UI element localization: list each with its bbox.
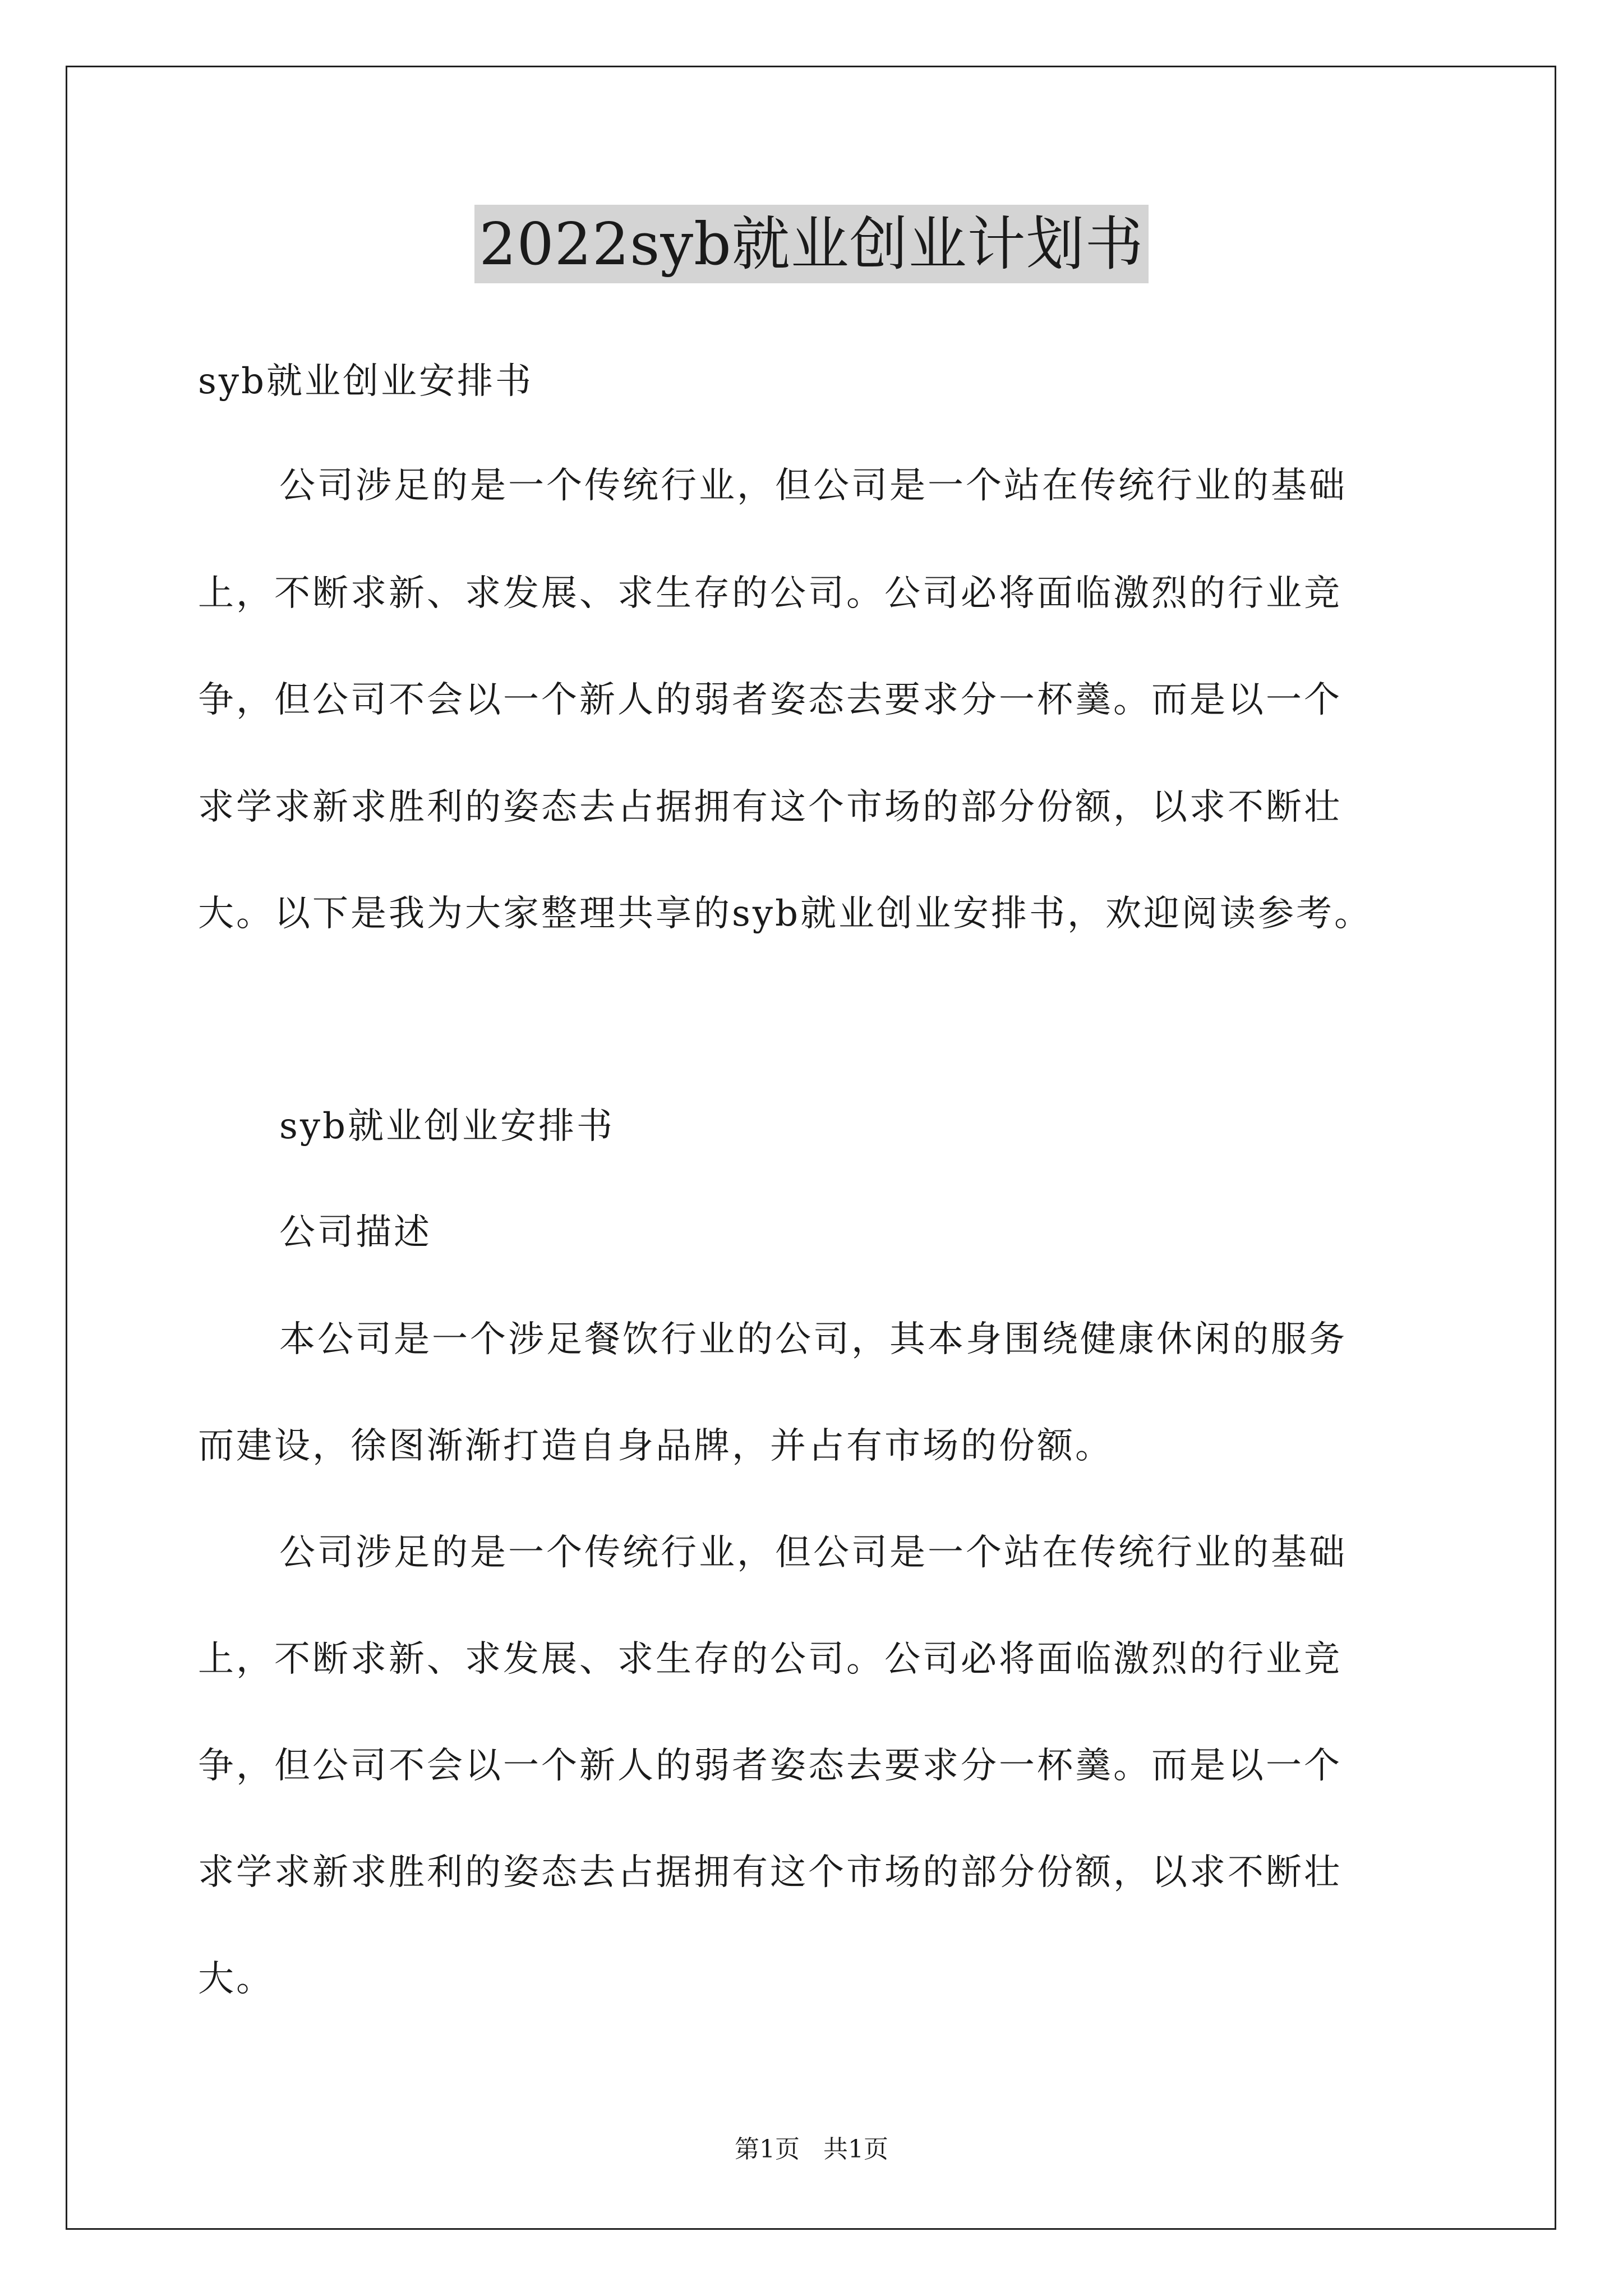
section-heading: syb就业创业安排书	[279, 1106, 615, 1147]
page-total: 共1页	[823, 2135, 888, 2164]
page-number: 第1页	[735, 2135, 800, 2164]
intro-line-4: 求学求新求胜利的姿态去占据拥有这个市场的部分份额，以求不断壮	[198, 786, 1342, 828]
intro-line-5: 大。以下是我为大家整理共享的syb就业创业安排书，欢迎阅读参考。	[198, 893, 1372, 935]
para2-line-2: 上，不断求新、求发展、求生存的公司。公司必将面临激烈的行业竞	[198, 1639, 1342, 1680]
document-subtitle: syb就业创业安排书	[198, 361, 533, 402]
intro-line-1: 公司涉足的是一个传统行业，但公司是一个站在传统行业的基础	[279, 465, 1347, 507]
para2-line-5: 大。	[198, 1958, 274, 2000]
para2-line-1: 公司涉足的是一个传统行业，但公司是一个站在传统行业的基础	[279, 1532, 1347, 1573]
para1-line-1: 本公司是一个涉足餐饮行业的公司，其本身围绕健康休闲的服务	[279, 1319, 1347, 1360]
page-footer	[0, 2133, 1623, 2166]
subsection-heading: 公司描述	[279, 1212, 432, 1253]
intro-line-3: 争，但公司不会以一个新人的弱者姿态去要求分一杯羹。而是以一个	[198, 679, 1342, 721]
intro-line-2: 上，不断求新、求发展、求生存的公司。公司必将面临激烈的行业竞	[198, 573, 1342, 614]
para2-line-3: 争，但公司不会以一个新人的弱者姿态去要求分一杯羹。而是以一个	[198, 1745, 1342, 1787]
title-container	[0, 205, 1623, 283]
para1-line-2: 而建设，徐图渐渐打造自身品牌，并占有市场的份额。	[198, 1425, 1113, 1467]
para2-line-4: 求学求新求胜利的姿态去占据拥有这个市场的部分份额，以求不断壮	[198, 1852, 1342, 1893]
document-title: 2022syb就业创业计划书	[474, 205, 1148, 283]
